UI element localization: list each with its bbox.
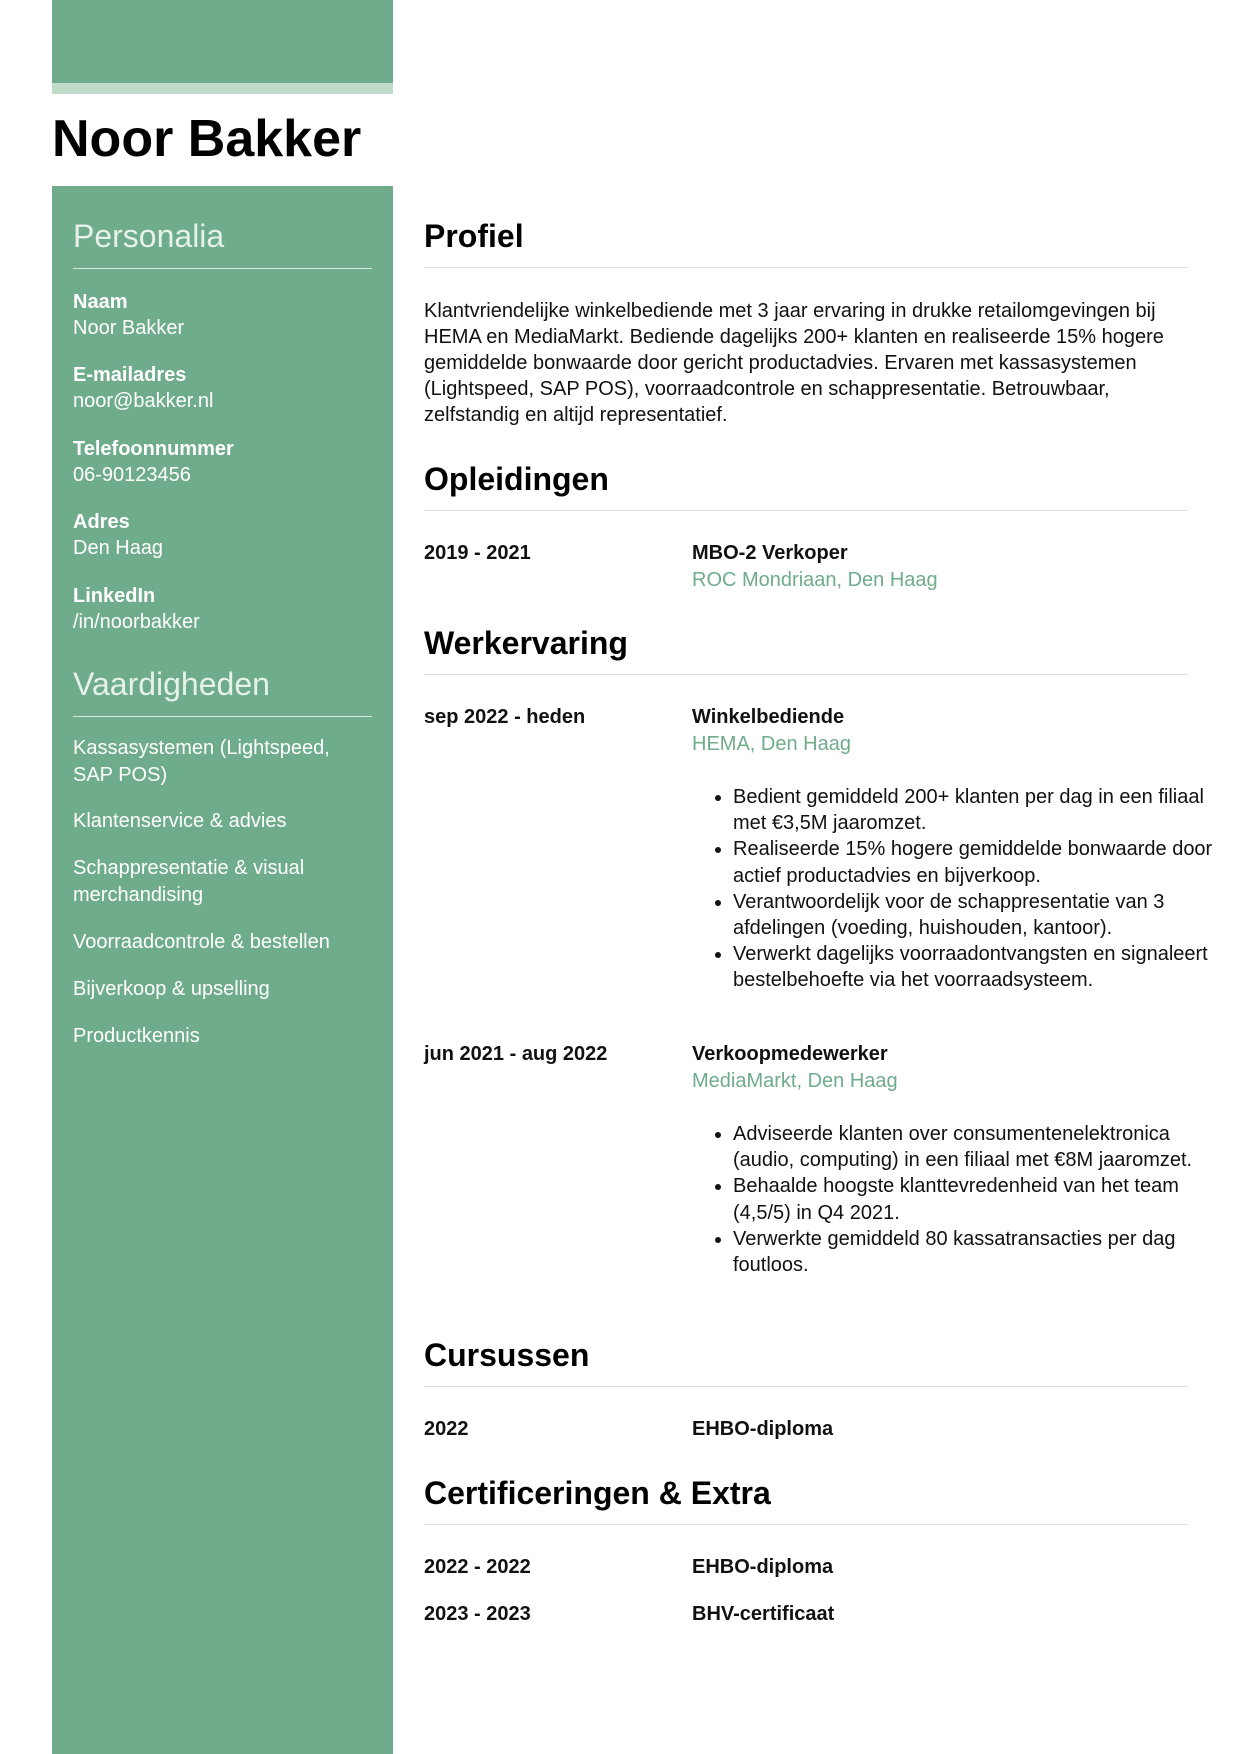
bullet-item: • Verantwoordelijk voor de schappresentatie van 3 afdelingen (voeding, huishouden, kantoor).	[733, 889, 1229, 941]
personalia-label: Adres	[73, 511, 130, 533]
address-value: Den Haag	[73, 537, 164, 559]
section-divider	[424, 267, 1188, 268]
section-title: Profiel	[424, 218, 524, 254]
header-color-block	[52, 0, 393, 83]
email-link[interactable]: noor@bakker.nl	[73, 390, 214, 412]
entry-title: BHV-certificaat	[692, 1603, 835, 1625]
entry-title: Winkelbediende	[692, 706, 845, 728]
skill-item: Schappresentatie & visual merchandising	[73, 857, 305, 906]
profile-text: Klantvriendelijke winkelbediende met 3 jaar ervaring in drukke retailomgevingen bij HEMA en MediaMarkt. Bediende dagelijks 200+ klanten en realiseerde 15% hogere gemiddelde bonwaarde door gericht productadvies. Ervaren met kassasystemen (Lightspeed, SAP POS), voorraadcontrole en schappresentatie. Betrouwbaar, zelfstandig en altijd representatief.	[424, 300, 1164, 426]
entry-employer: HEMA, Den Haag	[692, 733, 851, 755]
entry-title: Verkoopmedewerker	[692, 1043, 888, 1065]
linkedin-link[interactable]: /in/noorbakker	[73, 611, 200, 633]
bullet-item: • Realiseerde 15% hogere gemiddelde bonwaarde door actief productadvies en bijverkoop.	[733, 836, 1229, 888]
personalia-value: Noor Bakker	[73, 317, 185, 339]
entry-dates: 2023 - 2023	[424, 1603, 531, 1625]
skill-item: Klantenservice & advies	[73, 810, 287, 832]
entry-dates: 2019 - 2021	[424, 542, 531, 564]
section-divider	[424, 1386, 1188, 1387]
certifications-section	[424, 1474, 1188, 1525]
entry-bullets	[692, 784, 1229, 994]
personalia-item-email	[73, 362, 372, 414]
personalia-item-address	[73, 509, 372, 561]
header-accent-stripe	[52, 83, 393, 94]
candidate-name: Noor Bakker	[52, 110, 362, 168]
personalia-label: E-mailadres	[73, 364, 187, 386]
personalia-heading: Personalia	[73, 218, 225, 254]
entry-institution: ROC Mondriaan, Den Haag	[692, 569, 938, 591]
skill-item: Voorraadcontrole & bestellen	[73, 931, 330, 953]
experience-entry	[424, 1041, 1193, 1311]
sidebar	[52, 186, 393, 1754]
experience-section	[424, 624, 1188, 675]
skills-heading: Vaardigheden	[73, 666, 270, 702]
personalia-section	[73, 216, 372, 269]
entry-title: EHBO-diploma	[692, 1556, 834, 1578]
personalia-item-linkedin	[73, 583, 372, 635]
entry-dates: jun 2021 - aug 2022	[424, 1043, 608, 1065]
education-entry	[424, 540, 1188, 600]
entry-bullets	[692, 1121, 1229, 1278]
personalia-divider	[73, 268, 372, 269]
entry-employer: MediaMarkt, Den Haag	[692, 1070, 898, 1092]
education-section	[424, 460, 1188, 511]
bullet-item: • Verwerkt dagelijks voorraadontvangsten en signaleert bestelbehoefte via het voorraadsysteem.	[733, 941, 1229, 993]
courses-section	[424, 1336, 1188, 1387]
personalia-label: Telefoonnummer	[73, 438, 234, 460]
section-divider	[424, 674, 1188, 675]
profile-section	[424, 217, 1188, 428]
entry-dates: 2022	[424, 1418, 469, 1440]
entry-dates: sep 2022 - heden	[424, 706, 586, 728]
experience-entry	[424, 704, 1213, 1024]
phone-value: 06-90123456	[73, 464, 191, 486]
bullet-item: • Adviseerde klanten over consumentenelektronica (audio, computing) in een filiaal met €8M jaaromzet.	[733, 1121, 1229, 1173]
section-divider	[424, 1524, 1188, 1525]
section-title: Werkervaring	[424, 625, 628, 661]
certification-entry	[424, 1554, 1188, 1584]
bullet-item: • Behaalde hoogste klanttevredenheid van het team (4,5/5) in Q4 2021.	[733, 1173, 1229, 1225]
skill-item: Kassasystemen (Lightspeed, SAP POS)	[73, 737, 330, 786]
section-title: Cursussen	[424, 1337, 590, 1373]
skill-item: Bijverkoop & upselling	[73, 978, 270, 1000]
section-title: Opleidingen	[424, 461, 609, 497]
section-title: Certificeringen & Extra	[424, 1475, 771, 1511]
bullet-item: • Verwerkte gemiddeld 80 kassatransacties per dag foutloos.	[733, 1226, 1229, 1278]
course-entry	[424, 1416, 1188, 1446]
section-divider	[424, 510, 1188, 511]
certification-entry	[424, 1601, 1188, 1631]
entry-title: EHBO-diploma	[692, 1418, 834, 1440]
personalia-label: Naam	[73, 291, 128, 313]
skills-divider	[73, 716, 372, 717]
personalia-item-name	[73, 289, 372, 341]
personalia-label: LinkedIn	[73, 585, 156, 607]
skills-section	[73, 664, 372, 717]
skill-item: Productkennis	[73, 1025, 200, 1047]
entry-title: MBO-2 Verkoper	[692, 542, 848, 564]
entry-dates: 2022 - 2022	[424, 1556, 531, 1578]
personalia-item-phone	[73, 436, 372, 488]
bullet-item: • Bedient gemiddeld 200+ klanten per dag in een filiaal met €3,5M jaaromzet.	[733, 784, 1229, 836]
